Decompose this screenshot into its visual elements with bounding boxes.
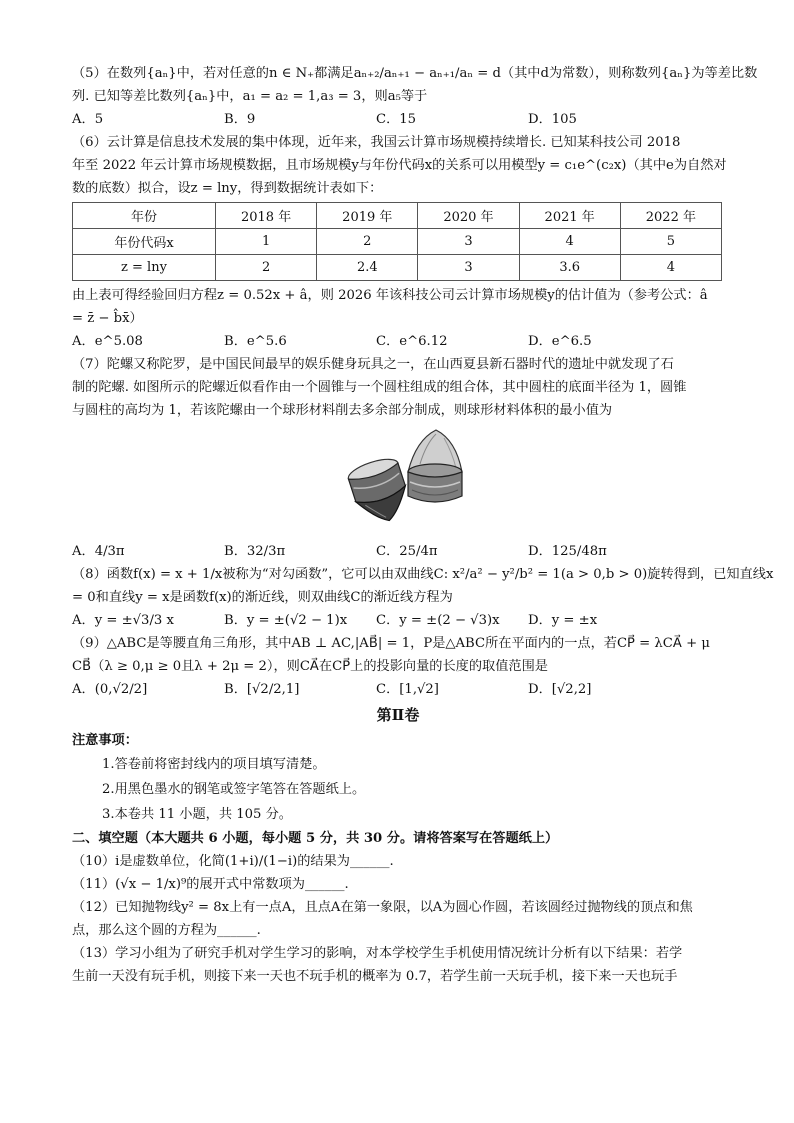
q6-option-d: D．e^6.5 bbox=[528, 334, 592, 349]
table-cell: 2019 年 bbox=[317, 203, 418, 229]
table-cell: 年份代码x bbox=[73, 229, 216, 255]
q8-line-2: = 0和直线y = x是函数f(x)的渐近线，则双曲线C的渐近线方程为 bbox=[72, 590, 453, 605]
q5-line-2: 列. 已知等差比数列{aₙ}中，a₁ = a₂ = 1,a₃ = 3，则a₅等于 bbox=[72, 89, 428, 104]
q6-line-2: 年至 2022 年云计算市场规模数据，且市场规模y与年份代码x的关系可以用模型y = c₁e^(c₂x)（其中e为自然对 bbox=[72, 158, 727, 173]
table-cell: 5 bbox=[620, 229, 721, 255]
notice-title: 注意事项： bbox=[72, 733, 138, 748]
question-9 bbox=[72, 632, 724, 701]
q5-option-a: A．5 bbox=[72, 112, 104, 127]
q7-line-3: 与圆柱的高均为 1，若该陀螺由一个球形材料削去多余部分制成，则球形材料体积的最小值为 bbox=[72, 403, 613, 418]
table-cell: 3 bbox=[418, 229, 519, 255]
q7-option-b: B．32/3π bbox=[224, 544, 286, 559]
q12-line-1: （12）已知抛物线y² = 8x上有一点A，且点A在第一象限，以A为圆心作圆，若该圆经过抛物线的顶点和焦 bbox=[72, 900, 693, 915]
question-10: （10）i是虚数单位，化简(1+i)/(1−i)的结果为______. bbox=[72, 854, 394, 869]
q9-option-a: A．(0,√2/2] bbox=[72, 682, 148, 697]
q6-options bbox=[72, 330, 724, 353]
question-8 bbox=[72, 563, 774, 632]
q9-option-b: B．[√2/2,1] bbox=[224, 682, 300, 697]
q8-line-1: （8）函数f(x) = x + 1/x被称为“对勾函数”，它可以由双曲线C: x²/a² − y²/b² = 1(a > 0,b > 0)旋转得到，已知直线x bbox=[72, 567, 774, 582]
q6-data-table bbox=[72, 202, 722, 281]
q9-line-1: （9）△ABC是等腰直角三角形，其中AB ⊥ AC,|AB⃗| = 1，P是△ABC所在平面内的一点，若CP⃗ = λCA⃗ + μ bbox=[72, 636, 710, 651]
q7-option-d: D．125/48π bbox=[528, 544, 607, 559]
table-row bbox=[73, 203, 722, 229]
q6-line-3: 数的底数）拟合，设z = lny，得到数据统计表如下： bbox=[72, 181, 383, 196]
table-cell: 3 bbox=[418, 255, 519, 281]
fill-in-section-heading: 二、填空题（本大题共 6 小题，每小题 5 分，共 30 分。请将答案写在答题纸上） bbox=[72, 831, 559, 846]
exam-page bbox=[72, 62, 774, 988]
q5-line-1: （5）在数列{aₙ}中，若对任意的n ∈ N₊都满足aₙ₊₂/aₙ₊₁ − aₙ₊₁/aₙ = d（其中d为常数），则称数列{aₙ}为等差比数 bbox=[72, 66, 758, 81]
q7-line-1: （7）陀螺又称陀罗，是中国民间最早的娱乐健身玩具之一，在山西夏县新石器时代的遗址中就发现了石 bbox=[72, 357, 674, 372]
spinning-top-figure bbox=[72, 422, 724, 540]
table-cell: 4 bbox=[519, 229, 620, 255]
q13-line-2: 生前一天没有玩手机，则接下来一天也不玩手机的概率为 0.7，若学生前一天玩手机，接下来一天也玩手 bbox=[72, 969, 678, 984]
table-cell: 1 bbox=[216, 229, 317, 255]
table-cell: 2 bbox=[216, 255, 317, 281]
q6-line-5: = z̄ − b̂x̄） bbox=[72, 311, 143, 326]
q6-line-4: 由上表可得经验回归方程z = 0.52x + â，则 2026 年该科技公司云计算市场规模y的估计值为（参考公式：â bbox=[72, 288, 708, 303]
question-13 bbox=[72, 942, 724, 988]
notice-item: 3.本卷共 11 小题，共 105 分。 bbox=[102, 807, 292, 822]
table-cell: 2018 年 bbox=[216, 203, 317, 229]
q8-option-d: D．y = ±x bbox=[528, 613, 598, 628]
table-cell: z = lny bbox=[73, 255, 216, 281]
notice-item: 1.答卷前将密封线内的项目填写清楚。 bbox=[102, 757, 326, 772]
q8-option-a: A．y = ±√3/3 x bbox=[72, 613, 174, 628]
question-12 bbox=[72, 896, 724, 942]
q5-option-d: D．105 bbox=[528, 112, 577, 127]
table-cell: 2.4 bbox=[317, 255, 418, 281]
q8-option-c: C．y = ±(2 − √3)x bbox=[376, 613, 500, 628]
q7-options bbox=[72, 540, 724, 563]
table-cell: 2022 年 bbox=[620, 203, 721, 229]
table-cell: 2021 年 bbox=[519, 203, 620, 229]
table-row bbox=[73, 229, 722, 255]
table-row bbox=[73, 255, 722, 281]
q6-option-b: B．e^5.6 bbox=[224, 334, 287, 349]
q8-options bbox=[72, 609, 724, 632]
notice-item: 2.用黑色墨水的钢笔或签字笔答在答题纸上。 bbox=[102, 782, 366, 797]
table-cell: 2 bbox=[317, 229, 418, 255]
q6-line-1: （6）云计算是信息技术发展的集中体现，近年来，我国云计算市场规模持续增长. 已知某科技公司 2018 bbox=[72, 135, 681, 150]
question-7 bbox=[72, 353, 724, 563]
spinning-top-image bbox=[340, 422, 472, 538]
question-6 bbox=[72, 131, 727, 353]
q9-line-2: CB⃗（λ ≥ 0,μ ≥ 0且λ + 2μ = 2），则CA⃗在CP⃗上的投影向量的长度的取值范围是 bbox=[72, 659, 548, 674]
q7-option-a: A．4/3π bbox=[72, 544, 125, 559]
q6-option-c: C．e^6.12 bbox=[376, 334, 448, 349]
q7-line-2: 制的陀螺. 如图所示的陀螺近似看作由一个圆锥与一个圆柱组成的组合体，其中圆柱的底面半径为 1，圆锥 bbox=[72, 380, 687, 395]
q8-option-b: B．y = ±(√2 − 1)x bbox=[224, 613, 348, 628]
q7-option-c: C．25/4π bbox=[376, 544, 438, 559]
q5-option-c: C．15 bbox=[376, 112, 417, 127]
part-two-title: 第Ⅱ卷 bbox=[376, 706, 420, 724]
table-cell: 2020 年 bbox=[418, 203, 519, 229]
q5-option-b: B．9 bbox=[224, 112, 256, 127]
q9-options bbox=[72, 678, 724, 701]
question-5 bbox=[72, 62, 758, 131]
q13-line-1: （13）学习小组为了研究手机对学生学习的影响，对本学校学生手机使用情况统计分析有以下结果：若学 bbox=[72, 946, 683, 961]
q12-line-2: 点，那么这个圆的方程为______. bbox=[72, 923, 261, 938]
q5-options bbox=[72, 108, 724, 131]
table-cell: 年份 bbox=[73, 203, 216, 229]
table-cell: 4 bbox=[620, 255, 721, 281]
question-11: （11）(√x − 1/x)⁹的展开式中常数项为______. bbox=[72, 877, 349, 892]
q6-option-a: A．e^5.08 bbox=[72, 334, 143, 349]
q9-option-d: D．[√2,2] bbox=[528, 682, 592, 697]
q9-option-c: C．[1,√2] bbox=[376, 682, 439, 697]
table-cell: 3.6 bbox=[519, 255, 620, 281]
